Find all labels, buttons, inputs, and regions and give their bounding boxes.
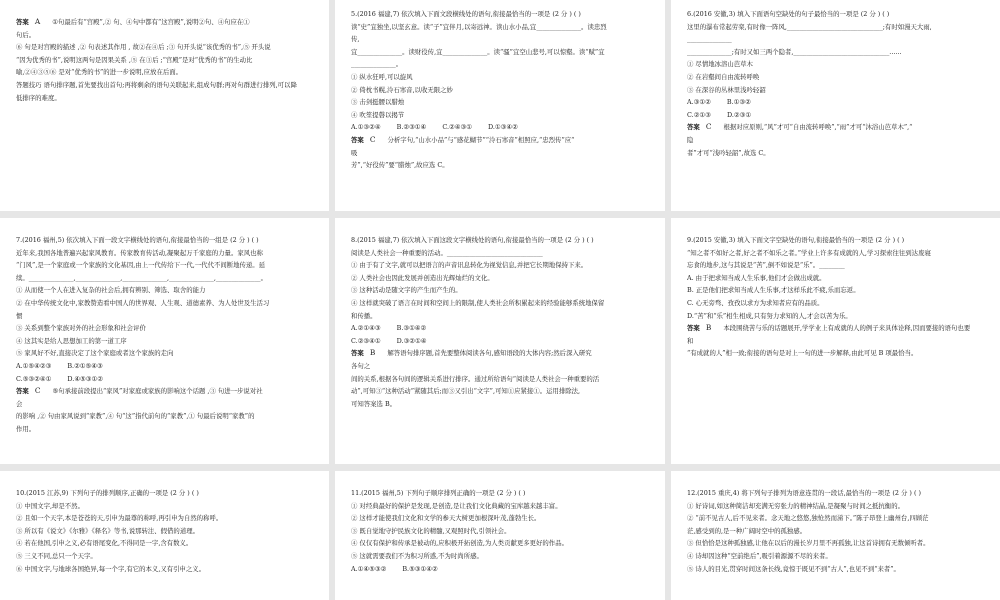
answer-text: 芳”,“好役传”要“腊烛”,故应选 C。	[351, 161, 449, 170]
choice-d[interactable]: D.③②①④	[396, 336, 427, 345]
answer-letter: B	[369, 348, 376, 358]
choices-row	[351, 121, 651, 134]
panel-question-12	[671, 471, 1000, 600]
option-item: ③ 击剑挺腰以腊烛	[351, 98, 405, 107]
answer-label: 答案	[687, 324, 700, 333]
answer-text: 吸	[351, 148, 358, 157]
option-item: ① 中国文字,却是不然。	[16, 501, 84, 510]
panel-question-10	[0, 471, 329, 600]
answer-label: 答案	[351, 135, 364, 144]
choice-a[interactable]: A.②①④③	[351, 324, 381, 333]
option-item: 茫,感受到的,是一种广阔时空中的孤独感。	[687, 526, 807, 535]
choice-b[interactable]: B.③①④②	[396, 324, 427, 333]
question-text: 读“史”宜独坐,以坚玄意。读“子”宜伴月,以寄远神。读山水小品,宜______________。读忠烈	[351, 22, 607, 31]
option-item: ④ 仅仅有保护和传承是被动的,应积极开拓创造,为人类贡献更多更好的作品。	[351, 539, 568, 548]
option-item: 惯	[16, 311, 23, 320]
answer-label: 答案	[16, 387, 29, 396]
option-item: ④ 这其实是给人思想加工的第一道工序	[16, 336, 127, 345]
answer-text: 动”,可知③“这种活动”紧随其后;而③又引出“文字”,可知①应紧接①。运用排除法,	[351, 387, 581, 396]
question-text: 这里的瀑布常起劳栾,有时像一阵风,______________________________;有时如漫天大雨,	[687, 22, 932, 31]
question-title: 12.(2015 重庆,4) 将下列句子排列为语意连贯的一段话,最恰当的一项是 (2 分 ) ( )	[687, 489, 921, 497]
question-title: 6.(2016 安徽,3) 填入下面语句空缺处的句子最恰当的一项是 (2 分 ) ( )	[687, 10, 890, 18]
answer-text: 的影响 ,② 句由家风说到“家教”,④ 句“这”指代前句的“家教”,① 句最后说明“家教”的	[16, 412, 255, 421]
choices-row	[16, 360, 315, 373]
option-item: ② 且如一个天字,本是苍苍的天,引申为最尊的称呼,再引申为自然的称呼。	[16, 514, 223, 523]
question-text: 阅读是人类社会一种重要的活动。______________________________	[351, 248, 543, 257]
choice-c[interactable]: C.⑤③②④①	[16, 374, 52, 383]
option-item: ④ 吹笙提磬以揭节	[351, 110, 405, 119]
option-item: ③ 所以有《说文》《尔雅》《释名》等书,说那转注、假借的道理。	[16, 526, 199, 535]
answer-text: 各句之	[351, 361, 371, 370]
question-text: “门风”,是一个家庭或一个家族的文化基因,由上一代传给下一代,一代代不间断地传递。延	[16, 261, 266, 270]
question-text: 近年来,我国各地普遍兴起家风教育。传家教育传活动,凝聚起万千家庭的力量。家风也称	[16, 248, 263, 257]
choice-b[interactable]: B.⑤③①④②	[402, 564, 438, 573]
answer-label: 答案	[16, 18, 29, 26]
answer-text: 本段围绕苦与乐的话题展开,学学业上有成就的人的例子来具体诠释,因而要接的语句也要	[723, 324, 971, 333]
option-item: ③ 既自觉地守护民族文化的精髓,又观照时代,引领社会。	[351, 526, 511, 535]
question-text: 续。______________,______________,______________,______________,______________。	[16, 273, 267, 282]
answer-text: “因为优秀的书”,说明这两句是因果关系 ,⑤ 在③后 ;“宫殿”是对“优秀的书”的生动比	[16, 55, 253, 64]
answer-text: 和	[687, 336, 694, 345]
option-item: ④ 诗却因这种“空前绝后”,吸引着源源不尽的来者。	[687, 551, 832, 560]
answer-row	[16, 385, 315, 398]
option-item: ② 在岩壑间自由流转呼唤	[687, 72, 760, 81]
answer-letter: A	[34, 17, 41, 26]
question-title: 5.(2016 福建,7) 依次填入下面文段横线处的语句,衔接最恰当的一项是 (2 分 ) ( )	[351, 10, 581, 18]
option-item: ② 人类社会也因此发展并创造出光辉灿烂的文化。	[351, 273, 494, 282]
question-text: “知之者不如好之者,好之者不如乐之者。”学业上许多有成就的人,学习探索往往到达废寝	[687, 248, 931, 257]
answer-tip: 低排序的难度。	[16, 93, 61, 102]
option-item[interactable]: B. 正是他们把求知当成人生乐事,才这样乐此不疲,乐而忘返。	[687, 286, 860, 295]
option-item: ① 纵水狂呼,可以旋风	[351, 72, 413, 81]
panel-question-6	[671, 0, 1000, 211]
choice-c[interactable]: C.②③④①	[351, 336, 381, 345]
choice-a[interactable]: A.①④⑤③②	[351, 564, 387, 573]
answer-text: 解答语句排序题,首先要整体阅读各句,感知语段的大体内容;然后深入研究	[387, 349, 592, 358]
answer-text: 作用。	[16, 424, 36, 433]
answer-text: 者”才可“浅吟轻韶”,故选 C。	[687, 148, 770, 157]
answer-text: 可知答案选 B。	[351, 399, 397, 408]
option-item: ① 由于有了文字,就可以把语言的声音讯息转化为视觉信息,并把它长期地保持下来。	[351, 261, 588, 270]
answer-row	[16, 16, 315, 29]
option-item: ④ 这样就突破了语言在时间和空间上的限制,使人类社会所积累起来的经验能够系统地保留	[351, 298, 605, 307]
choice-b[interactable]: B.②①⑤④③	[67, 361, 103, 370]
panel-question-7	[0, 218, 329, 464]
answer-row	[687, 121, 986, 134]
choices-row	[687, 109, 986, 122]
option-item: ③ 但恰恰是这种孤独感,让他在以后的漫长岁月里不再孤独,让这首诗拥有无数倾听者。	[687, 539, 930, 548]
option-item: ④ 若在他国,引申之义,必有语尾变化,不得同是一字,含有数义。	[16, 539, 193, 548]
answer-letter: B	[705, 323, 712, 333]
answer-row	[351, 347, 651, 360]
question-text: 宜______________。读财役传,宜______________。读“骚”宜空山悲号,可以惊壑。读“赋”宜	[351, 47, 605, 56]
question-title: 10.(2015 江苏,9) 下列句子的排列顺序,正确的一项是 (2 分 ) ( )	[16, 489, 199, 497]
choice-c[interactable]: C.②④③①	[442, 123, 472, 132]
answer-text: 会	[16, 399, 23, 408]
option-item: ① 对经典最好的保护是发现,是创造,是让我们文化典藏的宝库越来越丰富。	[351, 501, 562, 510]
question-text: ______________;有时又如三两个隐者,______________________________......	[687, 47, 902, 56]
panel-question-11	[335, 471, 665, 600]
option-item: ② 这样才能使我们文化和文学的参天大树更加根深叶茂,蓬勃生长。	[351, 514, 541, 523]
option-item: ⑤ 三义不同,总只一个天字。	[16, 551, 97, 560]
choices-row	[351, 563, 651, 576]
option-item: ① 尽情地冰溶山芭草木	[687, 60, 753, 69]
choice-a[interactable]: A.①③②④	[351, 123, 381, 132]
option-item: ③ 关系到整个家族对外的社会形象和社会评价	[16, 324, 146, 333]
choice-a[interactable]: A.③①②	[687, 98, 711, 107]
option-item: ⑤ 这就需要我们不为积习所惑,不为时尚所感。	[351, 551, 483, 560]
panel-question-5	[335, 0, 665, 211]
answer-text: 间的关系,根据各句间的逻辑关系进行排序。通过所给语句“阅读是人类社会一种重要的活	[351, 374, 600, 383]
question-title: 8.(2015 福建,7) 依次填入下面这段文字横线处的语句,衔接最恰当的一项是 (2 分 ) ( )	[351, 236, 594, 244]
choice-b[interactable]: B.②③①④	[396, 123, 427, 132]
choices-row	[351, 322, 651, 335]
panel-question-9	[671, 218, 1000, 464]
choice-d[interactable]: D.①③④②	[487, 123, 518, 132]
answer-text: 根据对应原则,“风”才可“自由流转呼唤”,“雨”才可“沐浴山芭草木”,“	[723, 123, 913, 132]
question-title: 9.(2015 安徽,3) 填入下面文字空缺处的语句,衔接最恰当的一项是 (2 分 ) ( )	[687, 236, 905, 244]
option-item: ⑤ 家风好不好,直接决定了这个家庭或者这个家族的走向	[16, 349, 174, 358]
choice-b[interactable]: B.①③②	[726, 98, 751, 107]
choices-row	[351, 335, 651, 348]
question-title: 11.(2015 福州,5) 下列句子顺序排列正确的一项是 (2 分 ) ( )	[351, 489, 526, 497]
option-item: ⑤ 诗人的目光,贯穿时间这条长线,竟惊于既见不到“古人”,也见不到“来者”。	[687, 564, 900, 573]
answer-tip: 答题技巧 语句排序题,首先要找出首句;再将剩余的语句关联起来,组成句群;再对句群进行排列,可以降	[16, 80, 297, 89]
answer-text: ①句最后有“宫殿”,② 句、④句中都有“这宫殿”,说明②句、④句应在①	[52, 18, 250, 26]
answer-text: ⑤句承接前段提出“家风”对家庭或家族的影响这个话题 ,③ 句进一步说对社	[52, 387, 263, 396]
choices-row	[687, 96, 986, 109]
option-item: ⑥ 中国文字,与地球各国绝异,每一个字,有它的本义,又有引申之义。	[16, 564, 206, 573]
option-item[interactable]: A. 由于把求知当成人生乐事,他们才会做出成就。	[687, 273, 826, 282]
question-text: ______________。	[351, 60, 403, 69]
question-text: ______________	[687, 35, 732, 44]
choice-a[interactable]: A.①⑤④②③	[16, 361, 52, 370]
answer-label: 答案	[687, 123, 700, 132]
answer-text: “有成就的人”相一致;衔接的语句是对上一句的进一步解释,由此可见 B 项最恰当。	[687, 349, 918, 358]
choice-c[interactable]: C.②①③	[687, 110, 711, 119]
answer-text: ⑥ 句是对宫殿的描述 ,② 句表述其作用 , 故②在④后 ;③ 句开头说“该优秀的书”,⑤ 开头说	[16, 43, 271, 52]
answer-text: 分析字句,“山水小品”与“感花蝴节”“泠石寒音”相照应,“忠烈传”应“	[387, 135, 575, 144]
option-item: 和传播。	[351, 311, 377, 320]
answer-row	[351, 134, 651, 147]
option-item: ② “前不见古人,后不见来者。念天地之悠悠,独怆然而涕下。”陈子昂登上幽州台,四顾茫	[687, 514, 929, 523]
answer-text: 句后。	[16, 30, 36, 39]
option-item: ③ 这种活动是随文字的产生而产生的。	[351, 286, 462, 295]
choice-d[interactable]: D.②③①	[726, 110, 752, 119]
answer-text: 隐	[687, 135, 694, 144]
answer-letter: C	[369, 134, 376, 144]
panel-question-8	[335, 218, 665, 464]
option-item[interactable]: C. 心无旁骛、孜孜以求方为求知者应有的品质。	[687, 298, 824, 307]
answer-letter: C	[34, 386, 41, 396]
option-item: ① 好诗词,如这种简洁却充满无穷张力的精神结晶,是凝聚与时间之抵抗衡的。	[687, 501, 904, 510]
answer-letter: C	[705, 122, 712, 132]
answer-row	[687, 322, 986, 335]
question-text: 忘食的地步,这与其说是“苦”,倒不如说是“乐”。________	[687, 261, 845, 270]
answer-label: 答案	[351, 349, 364, 358]
option-item: ② 倚枕书幌,泠石寒音,以收无限之妙	[351, 85, 453, 94]
question-text: 传,	[351, 35, 360, 44]
choice-d[interactable]: D.④⑤③①②	[67, 374, 103, 383]
answer-text: 喻,②④③⑤⑥ 是对“优秀的书”的进一步说明,应放在后面。	[16, 68, 183, 77]
option-item: ② 在中华传统文化中,家教赞造看中国人的世界观、人生观、道德素养、为人处世及生活习	[16, 298, 270, 307]
option-item[interactable]: D.“苦”和“乐”相生相成,只有努力求知的人,才会以苦为乐。	[687, 311, 852, 320]
option-item: ① 从而使一个人在进入复杂的社会后,拥有辨别、筛选、取舍的能力	[16, 286, 206, 295]
choices-row	[16, 373, 315, 386]
panel-answer-4	[0, 0, 329, 211]
option-item: ③ 在深谷的丛林里浅吟轻韶	[687, 85, 766, 94]
question-title: 7.(2016 福州,5) 依次填入下面一段文字横线处的语句,衔接最恰当的一组是 (2 分 ) ( )	[16, 236, 259, 244]
